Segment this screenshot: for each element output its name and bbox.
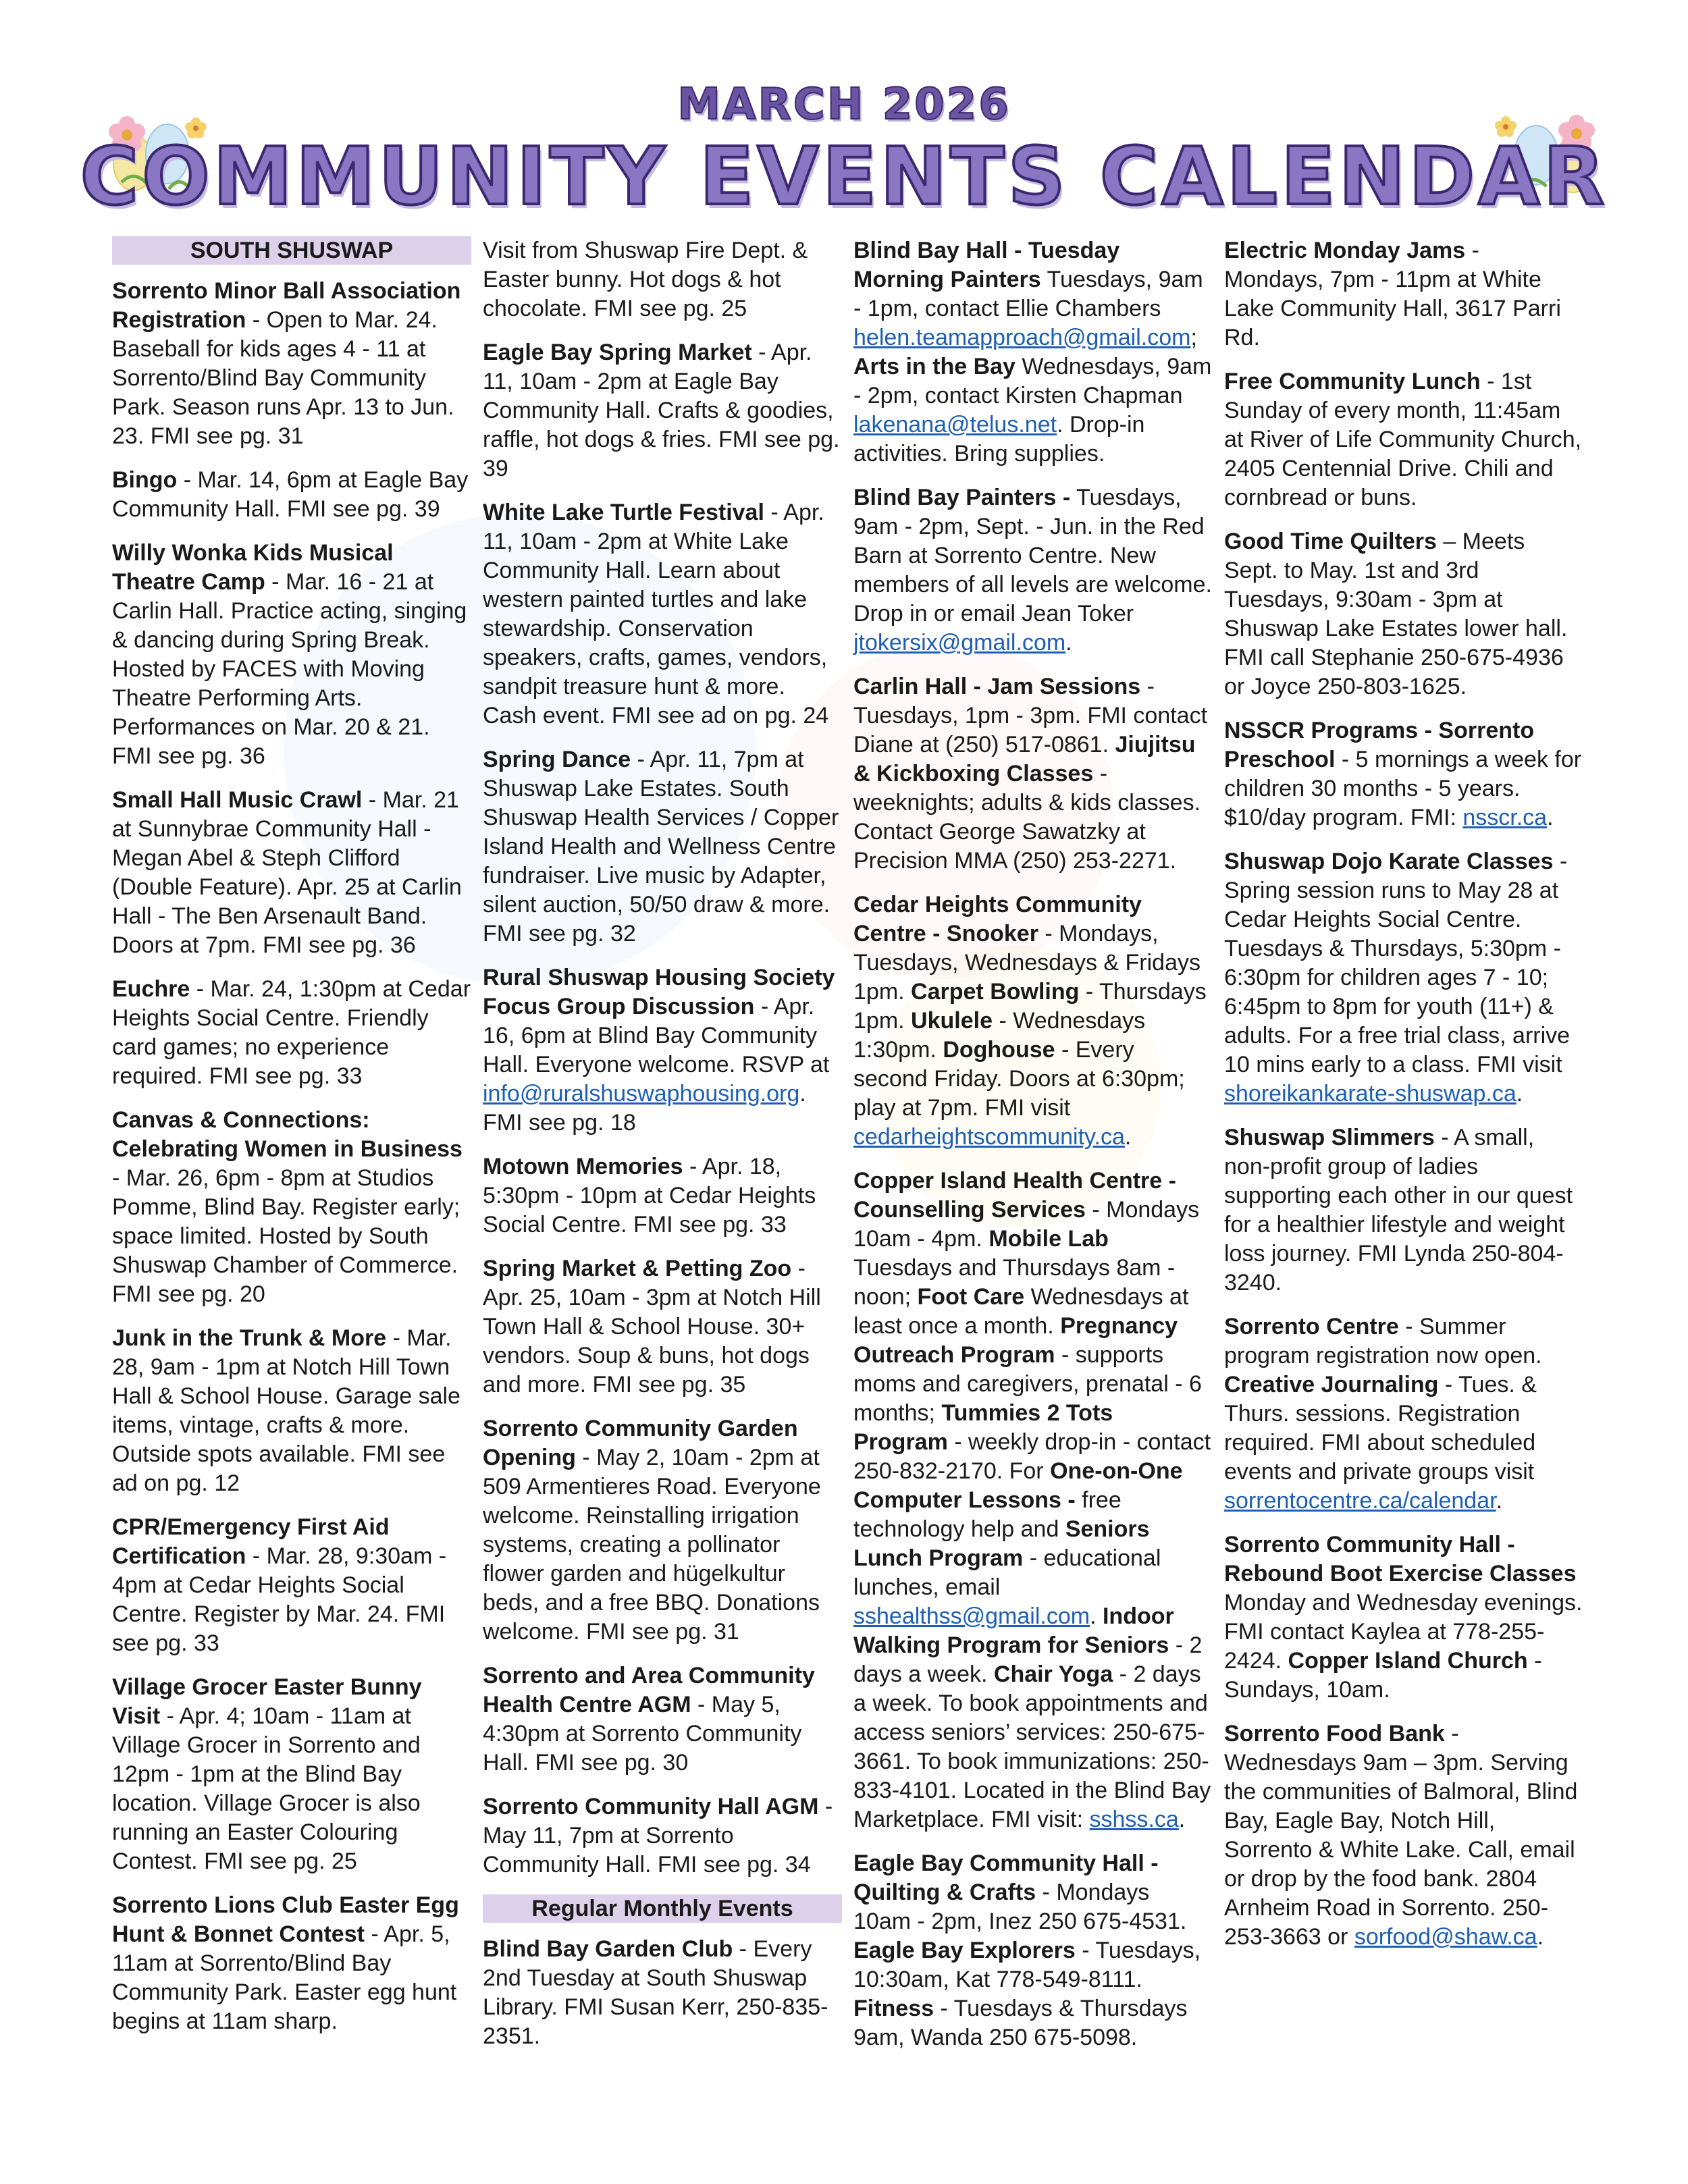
event-listing [483,236,842,323]
event-details: - Thursdays 1pm. [853,979,1207,1034]
event-details: – Meets Sept. to May. 1st and 3rd Tuesdays, 9:30am - 3pm at Shuswap Lake Estates lower hall. FMI call Stephanie 250-675-4936 or Joyce 250-803-1625. [1224,529,1568,699]
event-title: Sorrento Centre [1224,1314,1399,1339]
event-title: Foot Care [917,1284,1025,1310]
event-title: Mobile Lab [988,1226,1109,1252]
event-details: - weeknights; adults & kids classes. Contact George Sawatzky at Precision MMA (250) 253-2271. [853,761,1201,874]
event-details: - Apr. 16, 6pm at Blind Bay Community Hall. Everyone welcome. RSVP at [483,994,830,1077]
event-details: . [1178,1807,1186,1832]
event-listing [1224,527,1583,701]
event-details: . [1537,1924,1544,1950]
event-details: - Mar. 28, 9am - 1pm at Notch Hill Town Hall & School House. Garage sale items, vintage, crafts & more. Outside spots available. FMI see ad on pg. 12 [112,1325,460,1496]
event-details: - Wednesdays 9am – 3pm. Serving the communities of Balmoral, Blind Bay, Eagle Bay, Notch Hill, Sorrento & White Lake. Call, email or drop by the food bank. 2804 Arnheim Road in Sorrento. 250-253-3663 or [1224,1721,1578,1950]
event-listing [112,1513,471,1658]
contact-link[interactable]: sshealthss@gmail.com [853,1603,1090,1629]
event-title: Blind Bay Hall - Tuesday Morning Painters [853,238,1120,292]
event-details: Monday and Wednesday evenings. FMI contact Kaylea at 778-255-2424. [1224,1590,1583,1674]
event-title: White Lake Turtle Festival [483,500,764,525]
contact-link[interactable]: shoreikankarate-shuswap.ca [1224,1081,1516,1107]
event-details: - Tuesdays, 10:30am, Kat 778-549-8111. [853,1938,1201,1992]
event-listing [483,1152,842,1240]
event-listing [112,1891,471,2036]
events-column-3 [853,236,1213,2154]
contact-link[interactable]: info@ruralshuswaphousing.org [483,1081,800,1107]
event-title: Carlin Hall - Jam Sessions [853,674,1141,699]
event-title: Rural Shuswap Housing Society Focus Group Discussion [483,965,835,1019]
event-details: - Apr. 11, 10am - 2pm at Eagle Bay Community Hall. Crafts & goodies, raffle, hot dogs & fries. FMI see pg. 39 [483,340,840,481]
event-title: One-on-One Computer Lessons - [853,1458,1183,1513]
event-title: Willy Wonka Kids Musical Theatre Camp [112,540,394,595]
event-title: Bingo [112,467,178,493]
event-details: Wednesdays at least once a month. [853,1284,1189,1339]
event-listing [483,1414,842,1647]
event-details: free technology help and [853,1487,1122,1542]
event-title: Small Hall Music Crawl [112,787,363,813]
event-details: - May 5, 4:30pm at Sorrento Community Hall. FMI see pg. 30 [483,1692,802,1776]
event-listing [112,1673,471,1876]
event-title: Eagle Bay Spring Market [483,340,752,365]
event-details: - Mar. 28, 9:30am - 4pm at Cedar Heights Social Centre. Register by Mar. 24. FMI see pg. 33 [112,1543,447,1656]
event-details: . [1065,630,1072,656]
event-details: . Drop-in activities. Bring supplies. [853,412,1145,467]
event-title: Jiujitsu & Kickboxing Classes [853,732,1196,787]
event-details: - Apr. 25, 10am - 3pm at Notch Hill Town Hall & School House. 30+ vendors. Soup & buns, hot dogs and more. FMI see pg. 35 [483,1256,821,1397]
event-title: Arts in the Bay [853,354,1016,379]
calendar-month: MARCH 2026 [677,80,1011,130]
event-title: CPR/Emergency First Aid Certification [112,1514,390,1569]
event-listing [1224,847,1583,1109]
event-listing [483,1254,842,1400]
event-details: - Wednesdays 1:30pm. [853,1008,1146,1063]
event-title: Chair Yoga [993,1661,1113,1687]
event-title: Ukulele [911,1008,993,1034]
event-details: . [1496,1488,1503,1514]
event-details: - 2 days a week. [853,1632,1203,1687]
event-title: Copper Island Health Centre - Counselling Services [853,1168,1176,1223]
event-title: Sorrento Minor Ball Association Registration [112,278,461,333]
event-listing [1224,1530,1583,1705]
event-listing [1224,367,1583,512]
event-listing [112,539,471,771]
event-details: - May 11, 7pm at Sorrento Community Hall. FMI see pg. 34 [483,1794,833,1877]
event-details: - Tuesdays & Thursdays 9am, Wanda 250 675-5098. [853,1996,1188,2050]
event-details: - Summer program registration now open. [1224,1314,1542,1368]
contact-link[interactable]: nsscr.ca [1462,805,1548,830]
contact-link[interactable]: jtokersix@gmail.com [853,630,1066,656]
event-details: Wednesdays, 9am - 2pm, contact Kirsten Chapman [853,354,1212,408]
event-details: - 5 mornings a week for children 30 months - 5 years. $10/day program. FMI: [1224,747,1582,830]
contact-link[interactable]: lakenana@telus.net [853,412,1057,437]
event-title: Village Grocer Easter Bunny Visit [112,1674,422,1729]
event-listing [112,1324,471,1498]
event-details: Tuesdays, 9am - 2pm, Sept. - Jun. in the Red Barn at Sorrento Centre. New members of all levels are welcome. Drop in or email Jean Toker [853,485,1212,627]
event-title: Fitness [853,1996,934,2021]
event-details: - Apr. 11, 10am - 2pm at White Lake Community Hall. Learn about western painted turtles and lake stewardship. Conservation speakers, crafts, games, vendors, sandpit treasure hunt & more. Cash event. FMI see ad on pg. 24 [483,500,829,728]
event-listing [853,1167,1213,1834]
event-listing [483,1935,842,2051]
contact-link[interactable]: sorrentocentre.ca/calendar [1224,1488,1496,1514]
event-details: - Mondays, 7pm - 11pm at White Lake Community Hall, 3617 Parri Rd. [1224,238,1561,350]
event-title: Doghouse [943,1037,1055,1063]
event-listing [112,786,471,960]
event-details: . [1516,1081,1523,1107]
event-title: Canvas & Connections: Celebrating Women in Business [112,1107,463,1162]
event-details: - Tuesdays, 1pm - 3pm. FMI contact Diane at (250) 517-0861. [853,674,1208,757]
event-details: Tuesdays and Thursdays 8am - noon; [853,1255,1176,1310]
section-header-regular-monthly: Regular Monthly Events [483,1894,842,1923]
events-column-4 [1224,236,1583,2154]
event-details: . [1124,1124,1132,1150]
header [0,0,1688,223]
event-title: Electric Monday Jams [1224,238,1466,263]
event-title: Sorrento Food Bank [1224,1721,1445,1747]
event-listing [483,1661,842,1778]
event-title: Blind Bay Painters - [853,485,1071,510]
event-title: Sorrento Community Garden Opening [483,1416,798,1470]
event-title: Good Time Quilters [1224,529,1437,554]
event-title: Shuswap Dojo Karate Classes [1224,849,1554,874]
event-title: Pregnancy Outreach Program [853,1313,1178,1368]
event-listing [483,745,842,949]
page-title: COMMUNITY EVENTS CALENDAR [80,130,1608,223]
event-details: - Mar. 26, 6pm - 8pm at Studios Pomme, Blind Bay. Register early; space limited. Hosted by South Shuswap Chamber of Commerce. FMI see pg. 20 [112,1165,460,1307]
event-title: Euchre [112,976,190,1002]
event-details: Visit from Shuswap Fire Dept. & Easter bunny. Hot dogs & hot chocolate. FMI see pg. 25 [483,238,808,321]
event-title: Eagle Bay Community Hall - Quilting & Crafts [853,1850,1159,1905]
event-listing [112,975,471,1091]
event-title: Free Community Lunch [1224,369,1481,394]
event-title: Motown Memories [483,1154,683,1179]
event-details: - May 2, 10am - 2pm at 509 Armentieres Road. Everyone welcome. Reinstalling irrigation systems, creating a pollinator flower garden and hügelkultur beds, and a free BBQ. Donations welcome. FMI see pg. 31 [483,1445,821,1645]
event-details: - Apr. 11, 7pm at Shuswap Lake Estates. South Shuswap Health Services / Copper Island Health and Wellness Centre fundraiser. Live music by Adapter, silent auction, 50/50 draw & more. FMI see pg. 32 [483,747,839,947]
event-details: - Mondays 10am - 2pm, Inez 250 675-4531. [853,1880,1187,1934]
event-details: - Mar. 16 - 21 at Carlin Hall. Practice acting, singing & dancing during Spring Break. Hosted by FACES with Moving Theatre Performing Arts. Performances on Mar. 20 & 21. FMI see pg. 36 [112,569,467,769]
event-listing [483,338,842,483]
event-title: Sorrento Lions Club Easter Egg Hunt & Bonnet Contest [112,1892,459,1947]
event-details: - Mar. 14, 6pm at Eagle Bay Community Hall. FMI see pg. 39 [112,467,469,522]
event-details: - supports moms and caregivers, prenatal - 6 months; [853,1342,1202,1426]
event-details: - Apr. 4; 10am - 11am at Village Grocer in Sorrento and 12pm - 1pm at the Blind Bay location. Village Grocer is also running an Easter Colouring Contest. FMI see pg. 25 [112,1703,421,1874]
event-details: - Every second Friday. Doors at 6:30pm; play at 7pm. FMI visit [853,1037,1185,1121]
event-title: NSSCR Programs - Sorrento Preschool [1224,718,1535,772]
event-details: - Mar. 24, 1:30pm at Cedar Heights Social Centre. Friendly card games; no experience required. FMI see pg. 33 [112,976,471,1089]
event-details: . [1090,1603,1103,1629]
event-details: - Mar. 21 at Sunnybrae Community Hall - Megan Abel & Steph Clifford (Double Feature). Apr. 25 at Carlin Hall - The Ben Arsenault Band. Doors at 7pm. FMI see pg. 36 [112,787,462,958]
event-details: - Mondays 10am - 4pm. [853,1197,1200,1252]
event-title: Indoor Walking Program for Seniors [853,1603,1174,1658]
event-title: Seniors Lunch Program [853,1516,1150,1571]
event-details: - Open to Mar. 24. Baseball for kids ages 4 - 11 at Sorrento/Blind Bay Community Park. Season runs Apr. 13 to Jun. 23. FMI see pg. 31 [112,307,454,449]
event-details: . [1547,805,1554,830]
event-title: Junk in the Trunk & More [112,1325,387,1351]
event-details: - Tues. & Thurs. sessions. Registration required. FMI about scheduled events and private groups visit [1224,1372,1537,1485]
event-listing [483,498,842,730]
event-details: - Spring session runs to May 28 at Cedar Heights Social Centre. Tuesdays & Thursdays, 5:30pm - 6:30pm for children ages 7 - 10; 6:45pm to 8pm for youth (11+) & adults. For a free trial class, arrive 10 mins early to a class. FMI visit [1224,849,1571,1077]
event-details: Tuesdays, 9am - 1pm, contact Ellie Chambers [853,267,1203,321]
event-listing [112,466,471,524]
event-title: Sorrento Community Hall AGM [483,1794,819,1819]
event-details: - Apr. 5, 11am at Sorrento/Blind Bay Community Park. Easter egg hunt begins at 11am sharp. [112,1921,457,2034]
event-title: Tummies 2 Tots Program [853,1400,1113,1455]
section-header-south-shuswap: SOUTH SHUSWAP [112,236,471,265]
event-title: Spring Dance [483,747,631,772]
contact-link[interactable]: cedarheightscommunity.ca [853,1124,1125,1150]
event-details: . FMI see pg. 18 [483,1081,806,1136]
contact-link[interactable]: sshss.ca [1089,1807,1179,1832]
contact-link[interactable]: sorfood@shaw.ca [1354,1924,1537,1950]
event-title: Creative Journaling [1224,1372,1439,1397]
event-details: - Sundays, 10am. [1224,1648,1542,1703]
event-details: ; [1190,325,1197,350]
event-listing [112,1106,471,1309]
event-title: Eagle Bay Explorers [853,1938,1076,1963]
events-column-1 [112,236,471,2154]
event-listing [853,1849,1213,2052]
event-listing [853,236,1213,469]
events-column-2 [483,236,842,2154]
event-listing [853,672,1213,876]
event-title: Shuswap Slimmers [1224,1125,1435,1150]
event-details: - 1st Sunday of every month, 11:45am at River of Life Community Church, 2405 Centennial Drive. Chili and cornbread or buns. [1224,369,1582,510]
event-listing [112,277,471,451]
event-listing [1224,1312,1583,1516]
event-title: Copper Island Church [1288,1648,1528,1674]
event-details: - Every 2nd Tuesday at South Shuswap Library. FMI Susan Kerr, 250-835-2351. [483,1936,828,2049]
event-title: Blind Bay Garden Club [483,1936,733,1962]
event-title: Sorrento and Area Community Health Centre AGM [483,1663,815,1717]
event-listing [1224,236,1583,352]
event-listing [1224,716,1583,832]
event-details: - Mondays, Tuesdays, Wednesdays & Fridays 1pm. [853,921,1201,1005]
event-details: - Apr. 18, 5:30pm - 10pm at Cedar Heights Social Centre. FMI see pg. 33 [483,1154,816,1237]
event-title: Sorrento Community Hall - Rebound Boot Exercise Classes [1224,1532,1577,1587]
event-listing [483,1792,842,1880]
contact-link[interactable]: helen.teamapproach@gmail.com [853,325,1191,350]
event-details: - educational lunches, email [853,1545,1161,1600]
event-details: - 2 days a week. To book appointments and access seniors’ services: 250-675-3661. To book immunizations: 250-833-4101. Located in the Blind Bay Marketplace. FMI visit: [853,1661,1211,1832]
event-listing [1224,1123,1583,1298]
event-title: Spring Market & Petting Zoo [483,1256,792,1281]
event-listing [1224,1720,1583,1952]
event-listing [853,890,1213,1152]
event-title: Cedar Heights Community Centre - Snooker [853,892,1142,947]
event-details: - A small, non-profit group of ladies supporting each other in our quest for a healthier lifestyle and weight loss journey. FMI Lynda 250-804-3240. [1224,1125,1573,1296]
event-title: Carpet Bowling [911,979,1080,1005]
events-columns [112,236,1584,2154]
event-details: - weekly drop-in - contact 250-832-2170. For [853,1429,1211,1484]
event-listing [483,963,842,1138]
event-listing [853,483,1213,658]
